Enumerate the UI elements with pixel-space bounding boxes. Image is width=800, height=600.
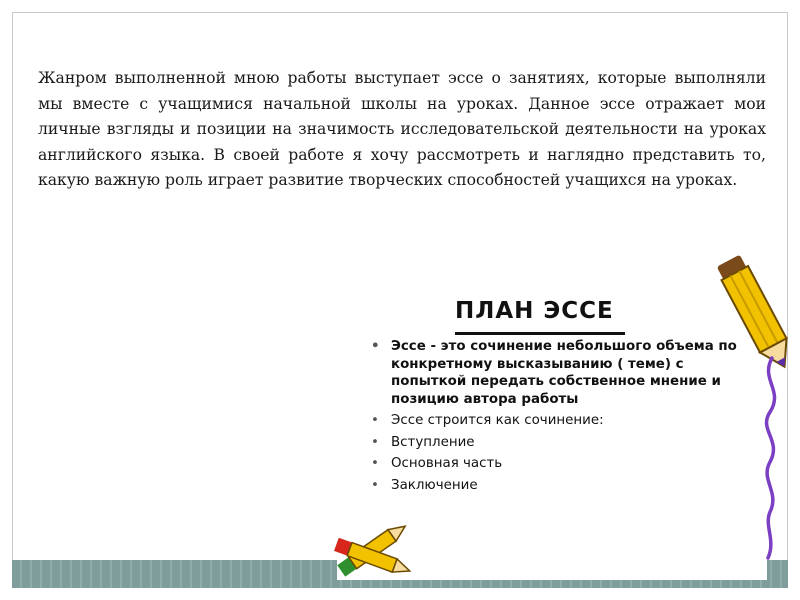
plan-list <box>371 338 751 498</box>
plan-item-body: • Основная часть <box>371 455 751 473</box>
plan-item-intro: • Вступление <box>371 434 751 452</box>
intro-paragraph: Жанром выполненной мною работы выступает эссе о занятиях, которые выполняли мы вместе с учащимися начальной школы на уроках. Данное эссе отражает мои личные взгляды и позиции на значимость исследовательской деятельности на уроках английского языка. В своей работе я хочу рассмотреть и наглядно представить то, какую важную роль играет развитие творческих способностей учащихся на уроках. <box>38 69 766 189</box>
plan-item-definition: • Эссе - это сочинение небольшого объема по конкретному высказыванию ( теме) с попыткой передать собственное мнение и позицию автора работы <box>371 338 751 408</box>
crossed-pencils-icon <box>328 508 420 588</box>
squiggle-line <box>767 358 775 558</box>
plan-item-structure: • Эссе строится как сочинение: <box>371 412 751 430</box>
plan-item-conclusion: • Заключение <box>371 477 751 495</box>
plan-title: ПЛАН ЭССЕ <box>455 298 614 324</box>
plan-title-underline <box>455 332 625 335</box>
pencil-icon <box>700 240 790 570</box>
